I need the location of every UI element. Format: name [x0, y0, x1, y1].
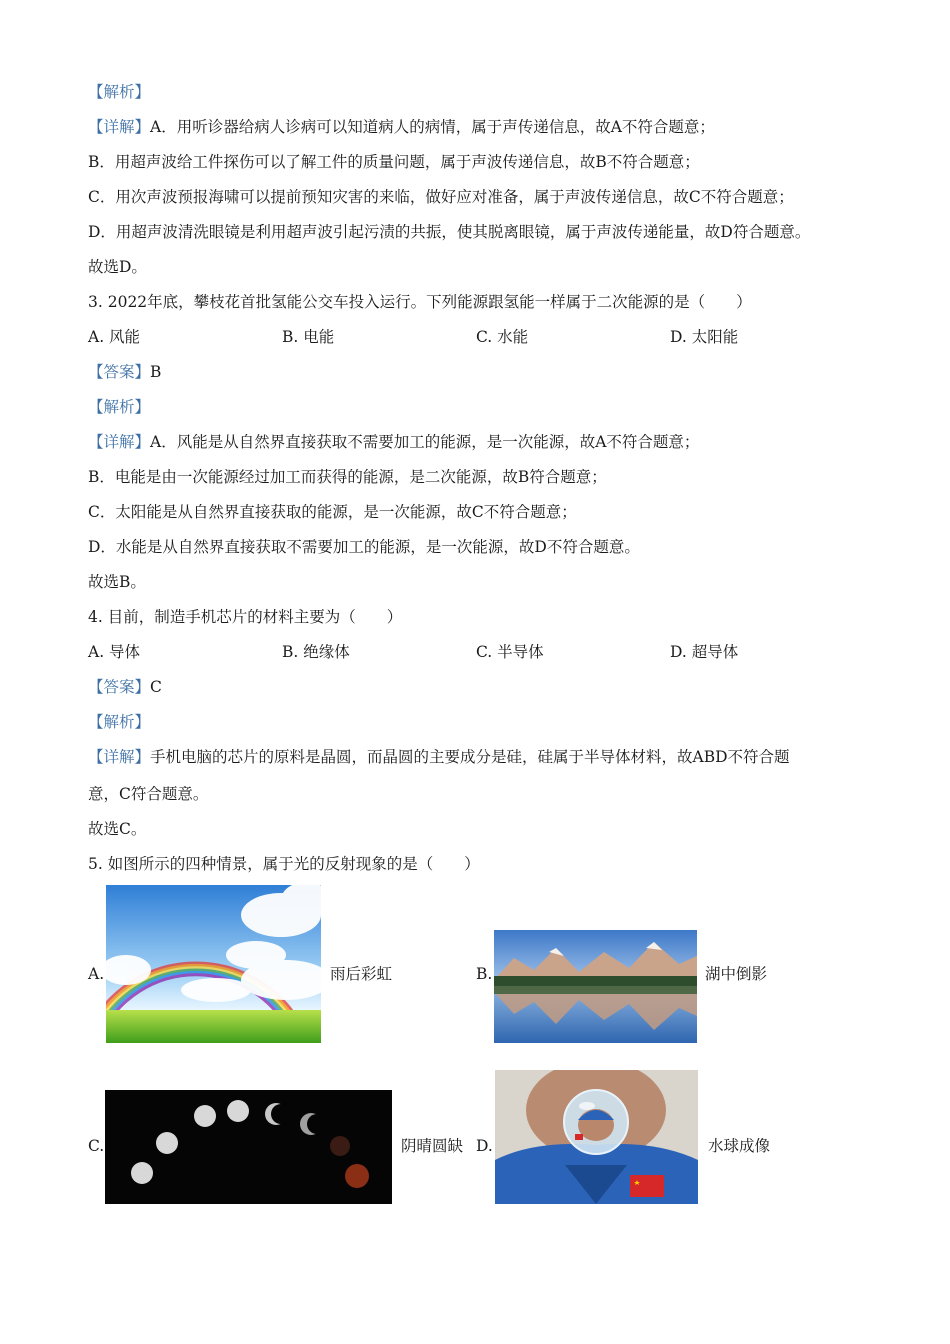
detail-line: C．用次声波预报海啸可以提前预知灾害的来临，做好应对准备，属于声波传递信息，故C不符合题意；	[88, 188, 794, 206]
q5-option-b-letter: B.	[476, 965, 493, 983]
answer-tag: 【答案】	[88, 678, 151, 696]
question-4-stem: 4. 目前，制造手机芯片的材料主要为（ ）	[88, 608, 403, 626]
analysis-tag: 【解析】	[88, 398, 151, 416]
detail-line: D．水能是从自然界直接获取不需要加工的能源，是一次能源，故D不符合题意。	[88, 538, 640, 556]
q5-option-c-caption: 阴晴圆缺	[401, 1137, 464, 1155]
detail-line: B．用超声波给工件探伤可以了解工件的质量问题，属于声波传递信息，故B不符合题意；	[88, 153, 700, 171]
q3-option-c: C. 水能	[476, 328, 529, 346]
detail-line: 意，C符合题意。	[88, 785, 209, 803]
q4-option-a: A. 导体	[88, 643, 141, 661]
lake-reflection-image	[494, 930, 697, 1043]
question-3-stem: 3. 2022年底，攀枝花首批氢能公交车投入运行。下列能源跟氢能一样属于二次能源的是（ ）	[88, 293, 752, 311]
conclusion-line: 故选B。	[88, 573, 146, 591]
detail-line: D．用超声波清洗眼镜是利用超声波引起污渍的共振，使其脱离眼镜，属于声波传递能量，故D符合题意。	[88, 223, 811, 241]
q5-option-d-letter: D.	[476, 1137, 493, 1155]
q3-option-d: D. 太阳能	[670, 328, 739, 346]
q3-option-a: A. 风能	[88, 328, 141, 346]
question-5-stem: 5. 如图所示的四种情景，属于光的反射现象的是（ ）	[88, 855, 480, 873]
analysis-tag: 【解析】	[88, 83, 151, 101]
detail-line: B．电能是由一次能源经过加工而获得的能源，是二次能源，故B符合题意；	[88, 468, 607, 486]
answer-tag: 【答案】	[88, 363, 151, 381]
rainbow-image	[106, 885, 321, 1043]
q5-option-b-caption: 湖中倒影	[705, 965, 768, 983]
detail-tag: 【详解】	[88, 748, 151, 766]
conclusion-line: 故选D。	[88, 258, 147, 276]
water-ball-image	[495, 1070, 698, 1204]
q3-option-b: B. 电能	[282, 328, 335, 346]
moon-phases-image	[105, 1090, 392, 1204]
q5-option-a-caption: 雨后彩虹	[330, 965, 393, 983]
q3-answer-line	[88, 362, 161, 382]
q5-option-a-letter: A.	[88, 965, 105, 983]
detail-line: 【详解】A．用听诊器给病人诊病可以知道病人的病情，属于声传递信息，故A不符合题意；	[88, 118, 715, 136]
q4-answer-line	[88, 677, 162, 697]
q4-answer: C	[150, 678, 162, 696]
q4-option-b: B. 绝缘体	[282, 643, 350, 661]
conclusion-line: 故选C。	[88, 820, 147, 838]
detail-line: 【详解】A．风能是从自然界直接获取不需要加工的能源，是一次能源，故A不符合题意；	[88, 433, 700, 451]
detail-tag: 【详解】	[88, 118, 151, 136]
detail-line: 【详解】手机电脑的芯片的原料是晶圆，而晶圆的主要成分是硅，硅属于半导体材料，故ABD不符合题	[88, 748, 790, 766]
q4-option-d: D. 超导体	[670, 643, 739, 661]
q5-option-d-caption: 水球成像	[708, 1137, 771, 1155]
q3-answer: B	[150, 363, 162, 381]
q4-option-c: C. 半导体	[476, 643, 544, 661]
q5-option-c-letter: C.	[88, 1137, 105, 1155]
detail-line: C．太阳能是从自然界直接获取的能源，是一次能源，故C不符合题意；	[88, 503, 577, 521]
detail-tag: 【详解】	[88, 433, 151, 451]
analysis-tag: 【解析】	[88, 713, 151, 731]
